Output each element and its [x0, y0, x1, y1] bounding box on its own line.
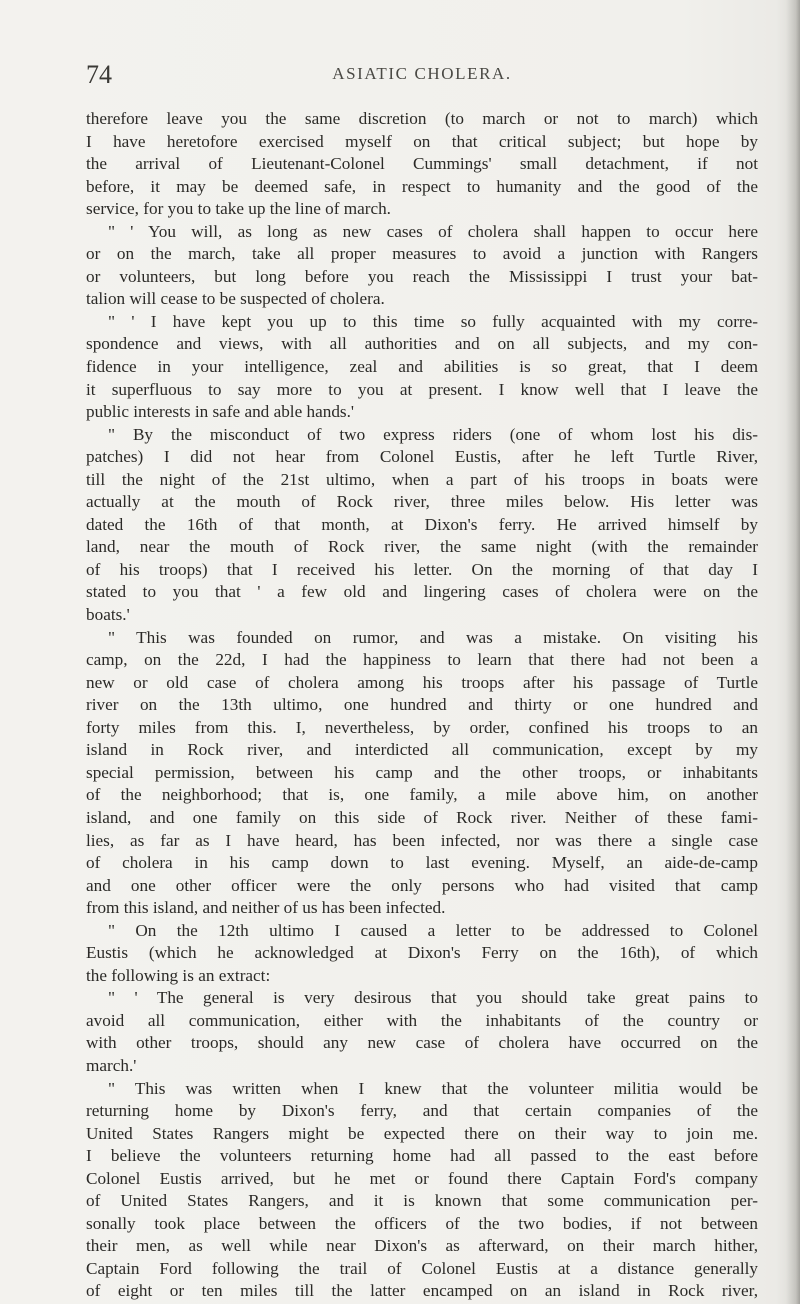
text-line: stated to you that ' a few old and lingering cases of cholera were on the	[86, 582, 758, 602]
text-line: land, near the mouth of Rock river, the same night (with the remainder	[86, 537, 758, 557]
text-line: with other troops, should any new case of cholera have occurred on the	[86, 1033, 758, 1053]
text-line: I have heretofore exercised myself on that critical subject; but hope by	[86, 131, 758, 151]
text-line: " On the 12th ultimo I caused a letter to be addressed to Colonel	[108, 920, 758, 940]
text-line: dated the 16th of that month, at Dixon's ferry. He arrived himself by	[86, 514, 758, 534]
text-line: " By the misconduct of two express riders (one of whom lost his dis-	[108, 424, 758, 444]
text-line: United States Rangers might be expected there on their way to join me.	[86, 1123, 758, 1143]
text-line: camp, on the 22d, I had the happiness to learn that there had not been a	[86, 650, 758, 670]
text-line: special permission, between his camp and the other troops, or inhabitants	[86, 762, 758, 782]
text-line: Eustis (which he acknowledged at Dixon's Ferry on the 16th), of which	[86, 943, 758, 963]
text-line: the following is an extract:	[86, 965, 271, 985]
page-header	[86, 60, 758, 90]
text-line: the arrival of Lieutenant-Colonel Cummings' small detachment, if not	[86, 154, 758, 174]
body-text	[86, 108, 758, 1303]
text-line: returning home by Dixon's ferry, and that certain companies of the	[86, 1101, 758, 1121]
page-edge-shadow	[786, 0, 800, 1304]
page-number: 74	[86, 60, 112, 89]
text-line: " ' You will, as long as new cases of cholera shall happen to occur here	[108, 221, 758, 241]
text-line: of his troops) that I received his letter. On the morning of that day I	[86, 559, 758, 579]
text-line: it superfluous to say more to you at present. I know well that I leave the	[86, 379, 758, 399]
text-line: " ' I have kept you up to this time so fully acquainted with my corre-	[108, 311, 758, 331]
text-line: of United States Rangers, and it is known that some communication per-	[86, 1191, 758, 1211]
text-line: avoid all communication, either with the inhabitants of the country or	[86, 1010, 758, 1030]
text-line: till the night of the 21st ultimo, when a part of his troops in boats were	[86, 469, 758, 489]
text-line: " This was written when I knew that the volunteer militia would be	[108, 1078, 758, 1098]
text-line: of the neighborhood; that is, one family, a mile above him, on another	[86, 785, 758, 805]
text-line: spondence and views, with all authorities and on all subjects, and my con-	[86, 334, 758, 354]
text-line: their men, as well while near Dixon's as afterward, on their march hither,	[86, 1236, 758, 1256]
text-line: sonally took place between the officers of the two bodies, if not between	[86, 1213, 758, 1233]
text-line: lies, as far as I have heard, has been infected, nor was there a single case	[86, 830, 758, 850]
text-line: " ' The general is very desirous that you should take great pains to	[108, 988, 758, 1008]
text-line: from this island, and neither of us has been infected.	[86, 898, 446, 918]
text-line: march.'	[86, 1055, 137, 1075]
text-line: of cholera in his camp down to last evening. Myself, an aide-de-camp	[86, 853, 758, 873]
text-line: new or old case of cholera among his troops after his passage of Turtle	[86, 672, 758, 692]
text-line: island in Rock river, and interdicted all communication, except by my	[86, 740, 758, 760]
text-line: patches) I did not hear from Colonel Eustis, after he left Turtle River,	[86, 447, 758, 467]
text-line: island, and one family on this side of Rock river. Neither of these fami-	[86, 807, 758, 827]
text-line: Colonel Eustis arrived, but he met or found there Captain Ford's company	[86, 1168, 758, 1188]
running-head: ASIATIC CHOLERA.	[332, 64, 512, 83]
text-line: boats.'	[86, 605, 130, 625]
text-line: actually at the mouth of Rock river, three miles below. His letter was	[86, 492, 758, 512]
text-line: forty miles from this. I, nevertheless, by order, confined his troops to an	[86, 717, 758, 737]
text-line: or volunteers, but long before you reach the Mississippi I trust your bat-	[86, 266, 758, 286]
text-line: river on the 13th ultimo, one hundred and thirty or one hundred and	[86, 695, 758, 715]
text-line: service, for you to take up the line of march.	[86, 199, 391, 219]
text-line: of eight or ten miles till the latter encamped on an island in Rock river,	[86, 1281, 758, 1301]
text-line: I believe the volunteers returning home had all passed to the east before	[86, 1146, 758, 1166]
text-line: Captain Ford following the trail of Colonel Eustis at a distance generally	[86, 1258, 758, 1278]
text-line: talion will cease to be suspected of cholera.	[86, 289, 385, 309]
text-line: before, it may be deemed safe, in respect to humanity and the good of the	[86, 176, 758, 196]
text-line: therefore leave you the same discretion (to march or not to march) which	[86, 109, 758, 128]
text-line: fidence in your intelligence, zeal and abilities is so great, that I deem	[86, 357, 758, 377]
text-line: public interests in safe and able hands.'	[86, 402, 354, 422]
text-line: and one other officer were the only persons who had visited that camp	[86, 875, 758, 895]
text-line: " This was founded on rumor, and was a mistake. On visiting his	[108, 627, 758, 647]
text-line: or on the march, take all proper measures to avoid a junction with Rangers	[86, 244, 758, 264]
